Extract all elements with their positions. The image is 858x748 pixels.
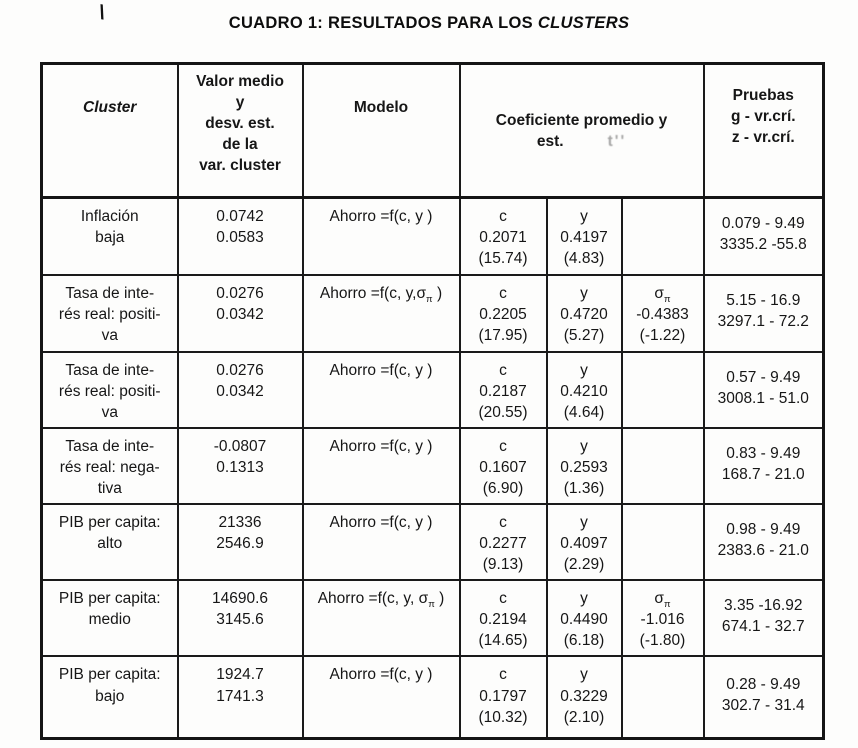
cell-pruebas: 0.83 - 9.49 168.7 - 21.0 [704, 428, 824, 504]
cell-cluster: Tasa de inte- rés real: positi- va [42, 352, 178, 428]
coeficiente-header-est: est. [536, 133, 564, 151]
cell-valor-medio: -0.0807 0.1313 [178, 428, 303, 504]
cell-coef-sigma [622, 198, 704, 275]
header-cell-modelo: Modelo [303, 64, 460, 198]
table-row [42, 352, 824, 428]
cell-coef-y: y 0.4210 (4.64) [547, 352, 622, 428]
cell-modelo: Ahorro =f(c, y, $\sigma_\pi$ ) [303, 580, 460, 656]
cell-coef-y: y 0.4097 (2.29) [547, 504, 622, 580]
stray-pen-mark: \ [97, 1, 107, 25]
cell-coef-sigma: $\sigma_\pi$ -1.016 (-1.80) [622, 580, 704, 656]
coeficiente-header-line2 [464, 131, 700, 152]
table-header-row [42, 64, 824, 198]
table-row [42, 580, 824, 656]
coeficiente-header-smudge: t'' [607, 133, 627, 151]
cell-cluster: Tasa de inte- rés real: nega- tiva [42, 428, 178, 504]
cell-valor-medio: 21336 2546.9 [178, 504, 303, 580]
title-text: CUADRO 1: RESULTADOS PARA LOS [228, 14, 533, 32]
table-row [42, 198, 824, 275]
cell-modelo: Ahorro =f(c, y ) [303, 504, 460, 580]
cell-cluster: PIB per capita: bajo [42, 656, 178, 738]
cell-coef-c: c 0.2205 (17.95) [460, 275, 547, 352]
cell-cluster: PIB per capita: medio [42, 580, 178, 656]
cell-coef-sigma [622, 504, 704, 580]
cell-valor-medio: 0.0276 0.0342 [178, 352, 303, 428]
header-cell-coeficiente [460, 64, 704, 198]
cell-cluster: PIB per capita: alto [42, 504, 178, 580]
cell-modelo: Ahorro =f(c, $y,\sigma_\pi$ ) [303, 275, 460, 352]
header-cell-valor-medio: Valor medio y desv. est. de la var. cluster [178, 64, 303, 198]
cell-coef-c: c 0.2187 (20.55) [460, 352, 547, 428]
cell-coef-sigma [622, 352, 704, 428]
cell-coef-y: y 0.4720 (5.27) [547, 275, 622, 352]
cell-modelo: Ahorro =f(c, y ) [303, 656, 460, 738]
cell-modelo: Ahorro =f(c, y ) [303, 198, 460, 275]
title-clusters-word: CLUSTERS [537, 14, 630, 32]
results-table [40, 62, 825, 740]
table-row [42, 428, 824, 504]
cell-coef-y: y 0.4490 (6.18) [547, 580, 622, 656]
document-title [0, 14, 858, 33]
table-row [42, 656, 824, 738]
cell-coef-sigma [622, 656, 704, 738]
table-row [42, 504, 824, 580]
cell-cluster: Tasa de inte- rés real: positi- va [42, 275, 178, 352]
cell-pruebas: 0.079 - 9.49 3335.2 -55.8 [704, 198, 824, 275]
cell-pruebas: 5.15 - 16.9 3297.1 - 72.2 [704, 275, 824, 352]
cell-valor-medio: 0.0276 0.0342 [178, 275, 303, 352]
cell-valor-medio: 1924.7 1741.3 [178, 656, 303, 738]
cell-modelo: Ahorro =f(c, y ) [303, 428, 460, 504]
cell-pruebas: 0.98 - 9.49 2383.6 - 21.0 [704, 504, 824, 580]
table-row [42, 275, 824, 352]
cell-valor-medio: 14690.6 3145.6 [178, 580, 303, 656]
header-cell-cluster: Cluster [42, 64, 178, 198]
cell-cluster: Inflación baja [42, 198, 178, 275]
cell-modelo: Ahorro =f(c, y ) [303, 352, 460, 428]
cell-coef-c: c 0.2277 (9.13) [460, 504, 547, 580]
cell-coef-c: c 0.2071 (15.74) [460, 198, 547, 275]
cell-coef-y: y 0.2593 (1.36) [547, 428, 622, 504]
cell-coef-sigma [622, 428, 704, 504]
cell-coef-y: y 0.4197 (4.83) [547, 198, 622, 275]
cell-coef-c: c 0.1607 (6.90) [460, 428, 547, 504]
coeficiente-header-line1: Coeficiente promedio y [495, 112, 668, 130]
cell-pruebas: 0.57 - 9.49 3008.1 - 51.0 [704, 352, 824, 428]
cell-pruebas: 0.28 - 9.49 302.7 - 31.4 [704, 656, 824, 738]
cell-coef-sigma: $\sigma_\pi$ -0.4383 (-1.22) [622, 275, 704, 352]
header-cell-pruebas: Pruebas g - vr.crí. z - vr.crí. [704, 64, 824, 198]
cell-coef-y: y 0.3229 (2.10) [547, 656, 622, 738]
cell-valor-medio: 0.0742 0.0583 [178, 198, 303, 275]
cell-coef-c: c 0.1797 (10.32) [460, 656, 547, 738]
cell-coef-c: c 0.2194 (14.65) [460, 580, 547, 656]
cell-pruebas: 3.35 -16.92 674.1 - 32.7 [704, 580, 824, 656]
